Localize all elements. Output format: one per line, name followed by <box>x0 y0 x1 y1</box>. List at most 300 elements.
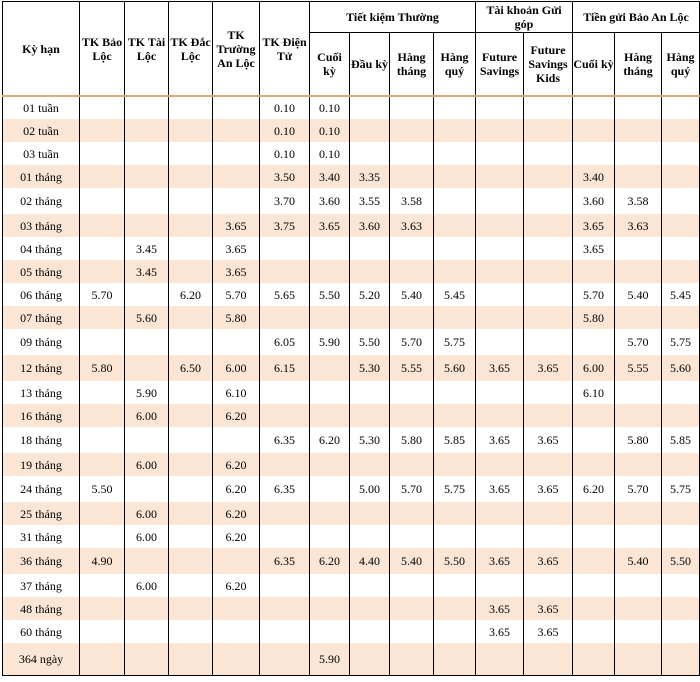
rate-table-container <box>0 1 700 682</box>
rate-cell <box>310 404 350 427</box>
table-row <box>3 142 700 165</box>
rate-cell <box>662 165 700 188</box>
rate-cell <box>434 237 476 260</box>
rate-cell <box>390 165 434 188</box>
rate-cell <box>573 96 615 119</box>
rate-cell <box>350 574 390 597</box>
rate-cell <box>662 597 700 620</box>
rate-cell <box>434 597 476 620</box>
rate-cell: 3.65 <box>476 355 524 381</box>
rate-cell <box>125 355 169 381</box>
rate-cell: 5.60 <box>434 355 476 381</box>
rate-cell <box>662 381 700 404</box>
rate-cell <box>125 643 169 675</box>
rate-cell <box>434 260 476 283</box>
header-term: Kỳ hạn <box>3 2 80 97</box>
rate-cell <box>260 502 310 525</box>
rate-cell <box>615 119 662 142</box>
rate-cell <box>125 476 169 502</box>
rate-cell: 4.40 <box>350 548 390 574</box>
rate-cell: 5.75 <box>434 476 476 502</box>
rate-cell <box>524 453 573 476</box>
rate-cell: 3.65 <box>476 548 524 574</box>
rate-cell: 5.70 <box>390 476 434 502</box>
rate-cell <box>662 237 700 260</box>
rate-cell <box>260 260 310 283</box>
rate-cell <box>350 119 390 142</box>
rate-cell <box>169 260 213 283</box>
rate-cell: 3.65 <box>213 214 260 237</box>
term-cell: 24 tháng <box>3 476 80 502</box>
header-tk-dien-tu: TK Điện Tử <box>260 2 310 97</box>
rate-cell <box>573 329 615 355</box>
rate-cell <box>213 597 260 620</box>
rate-cell <box>476 643 524 675</box>
rate-cell: 6.35 <box>260 427 310 453</box>
rate-cell: 6.10 <box>213 381 260 404</box>
rate-cell: 6.20 <box>213 574 260 597</box>
rate-cell: 5.40 <box>615 548 662 574</box>
table-row <box>3 427 700 453</box>
rate-cell: 3.65 <box>524 355 573 381</box>
rate-cell <box>662 188 700 214</box>
rate-cell <box>524 165 573 188</box>
rate-cell: 5.80 <box>390 427 434 453</box>
rate-cell <box>615 597 662 620</box>
rate-cell: 5.85 <box>434 427 476 453</box>
rate-cell: 5.50 <box>350 329 390 355</box>
rate-cell: 3.63 <box>390 214 434 237</box>
rate-cell <box>169 381 213 404</box>
rate-cell: 3.58 <box>390 188 434 214</box>
rate-cell <box>434 381 476 404</box>
rate-cell: 6.00 <box>125 574 169 597</box>
rate-cell <box>80 453 125 476</box>
rate-cell: 3.65 <box>476 597 524 620</box>
rate-cell <box>350 620 390 643</box>
term-cell: 18 tháng <box>3 427 80 453</box>
rate-cell: 6.00 <box>573 355 615 381</box>
rate-cell <box>662 142 700 165</box>
rate-cell <box>615 525 662 548</box>
rate-cell: 6.00 <box>125 453 169 476</box>
header-group-tien-gui: Tiền gửi Bảo An Lộc <box>573 2 700 33</box>
rate-cell <box>662 574 700 597</box>
rate-cell <box>390 525 434 548</box>
rate-cell: 3.60 <box>350 214 390 237</box>
rate-cell <box>80 188 125 214</box>
rate-cell <box>524 329 573 355</box>
rate-cell <box>390 574 434 597</box>
rate-cell <box>80 643 125 675</box>
rate-cell <box>80 597 125 620</box>
rate-cell <box>310 620 350 643</box>
rate-cell <box>310 476 350 502</box>
header-tk-dac-loc: TK Đắc Lộc <box>169 2 213 97</box>
header-tkt-hang-quy: Hàng quý <box>434 33 476 97</box>
rate-cell <box>615 620 662 643</box>
rate-cell <box>390 597 434 620</box>
term-cell: 12 tháng <box>3 355 80 381</box>
rate-cell <box>169 165 213 188</box>
rate-cell: 3.65 <box>524 476 573 502</box>
term-cell: 364 ngày <box>3 643 80 675</box>
table-row <box>3 355 700 381</box>
rate-cell <box>80 165 125 188</box>
rate-cell: 5.80 <box>80 355 125 381</box>
rate-cell <box>434 525 476 548</box>
rate-cell <box>80 119 125 142</box>
rate-cell: 5.50 <box>662 548 700 574</box>
rate-cell <box>573 525 615 548</box>
rate-cell: 3.58 <box>615 188 662 214</box>
table-row <box>3 381 700 404</box>
rate-cell <box>350 404 390 427</box>
rate-cell: 6.00 <box>125 502 169 525</box>
rate-cell <box>125 329 169 355</box>
rate-cell: 5.70 <box>615 329 662 355</box>
rate-cell <box>169 620 213 643</box>
rate-cell: 5.90 <box>310 329 350 355</box>
term-cell: 02 tuần <box>3 119 80 142</box>
rate-cell: 3.65 <box>213 260 260 283</box>
rate-cell <box>476 574 524 597</box>
rate-cell <box>80 260 125 283</box>
rate-cell: 3.65 <box>573 237 615 260</box>
term-cell: 07 tháng <box>3 306 80 329</box>
rate-cell <box>476 381 524 404</box>
rate-cell: 3.65 <box>524 548 573 574</box>
rate-cell <box>310 260 350 283</box>
rate-cell: 3.35 <box>350 165 390 188</box>
header-tkt-hang-thang: Hàng tháng <box>390 33 434 97</box>
rate-cell: 5.80 <box>573 306 615 329</box>
rate-cell: 0.10 <box>260 142 310 165</box>
rate-cell <box>125 620 169 643</box>
rate-cell <box>310 502 350 525</box>
term-cell: 01 tháng <box>3 165 80 188</box>
rate-cell <box>476 283 524 306</box>
rate-cell: 5.75 <box>662 329 700 355</box>
rate-cell: 4.90 <box>80 548 125 574</box>
rate-cell: 5.80 <box>615 427 662 453</box>
rate-cell <box>260 237 310 260</box>
rate-cell: 3.65 <box>524 427 573 453</box>
rate-cell: 3.65 <box>524 597 573 620</box>
rate-cell <box>434 574 476 597</box>
rate-cell <box>310 574 350 597</box>
rate-cell <box>390 142 434 165</box>
rate-cell <box>310 355 350 381</box>
rate-cell <box>260 306 310 329</box>
rate-cell: 6.50 <box>169 355 213 381</box>
rate-cell: 5.50 <box>434 548 476 574</box>
rate-cell <box>260 404 310 427</box>
rate-cell <box>310 381 350 404</box>
rate-cell <box>310 306 350 329</box>
rate-cell: 5.60 <box>662 355 700 381</box>
rate-cell: 3.75 <box>260 214 310 237</box>
rate-cell <box>169 214 213 237</box>
rate-cell: 5.50 <box>80 476 125 502</box>
rate-cell <box>573 404 615 427</box>
rate-cell <box>524 643 573 675</box>
rate-cell <box>573 502 615 525</box>
rate-cell <box>434 96 476 119</box>
rate-cell: 3.65 <box>524 620 573 643</box>
rate-cell <box>662 119 700 142</box>
rate-cell <box>434 502 476 525</box>
rate-cell: 5.85 <box>662 427 700 453</box>
rate-cell <box>390 620 434 643</box>
table-row <box>3 283 700 306</box>
rate-cell: 0.10 <box>310 96 350 119</box>
rate-cell <box>125 96 169 119</box>
rate-cell <box>476 119 524 142</box>
rate-cell: 6.20 <box>213 502 260 525</box>
rate-cell: 6.05 <box>260 329 310 355</box>
term-cell: 13 tháng <box>3 381 80 404</box>
rate-cell <box>310 525 350 548</box>
rate-cell <box>573 119 615 142</box>
rate-cell <box>573 574 615 597</box>
rate-cell: 5.65 <box>260 283 310 306</box>
rate-cell <box>125 188 169 214</box>
rate-cell <box>476 404 524 427</box>
rate-cell: 6.00 <box>125 404 169 427</box>
rate-cell: 5.40 <box>615 283 662 306</box>
rate-cell: 6.35 <box>260 476 310 502</box>
rate-cell <box>80 574 125 597</box>
rate-cell <box>573 643 615 675</box>
rate-cell <box>213 643 260 675</box>
rate-cell: 3.60 <box>310 188 350 214</box>
rate-cell <box>434 404 476 427</box>
rate-cell: 5.60 <box>125 306 169 329</box>
rate-cell <box>524 260 573 283</box>
term-cell: 31 tháng <box>3 525 80 548</box>
table-row <box>3 96 700 119</box>
term-cell: 36 tháng <box>3 548 80 574</box>
term-cell: 02 tháng <box>3 188 80 214</box>
rate-cell: 6.20 <box>213 453 260 476</box>
rate-cell: 3.65 <box>310 214 350 237</box>
rate-cell <box>573 427 615 453</box>
rate-cell <box>213 548 260 574</box>
rate-cell <box>213 188 260 214</box>
rate-cell <box>662 502 700 525</box>
rate-cell <box>350 502 390 525</box>
rate-cell <box>169 142 213 165</box>
rate-cell: 0.10 <box>310 119 350 142</box>
rate-cell <box>524 214 573 237</box>
table-row <box>3 453 700 476</box>
rate-cell <box>662 620 700 643</box>
rate-cell <box>80 96 125 119</box>
rate-cell <box>80 427 125 453</box>
rate-cell <box>524 525 573 548</box>
rate-cell <box>434 142 476 165</box>
rate-cell <box>169 404 213 427</box>
rate-cell: 6.20 <box>573 476 615 502</box>
rate-cell <box>390 237 434 260</box>
rate-cell <box>260 525 310 548</box>
rate-cell <box>213 165 260 188</box>
rate-cell: 5.90 <box>310 643 350 675</box>
rate-cell: 5.70 <box>573 283 615 306</box>
rate-cell: 5.70 <box>615 476 662 502</box>
rate-cell <box>476 237 524 260</box>
rate-cell <box>615 306 662 329</box>
term-cell: 48 tháng <box>3 597 80 620</box>
table-row <box>3 476 700 502</box>
rate-cell: 3.45 <box>125 260 169 283</box>
table-row <box>3 548 700 574</box>
rate-cell <box>169 525 213 548</box>
rate-cell: 5.75 <box>434 329 476 355</box>
rate-cell <box>662 643 700 675</box>
rate-cell <box>476 214 524 237</box>
rate-cell <box>476 502 524 525</box>
rate-cell <box>169 574 213 597</box>
rate-cell <box>390 404 434 427</box>
rate-cell <box>573 453 615 476</box>
table-row <box>3 574 700 597</box>
rate-cell <box>260 620 310 643</box>
term-cell: 04 tháng <box>3 237 80 260</box>
rate-cell <box>662 404 700 427</box>
term-cell: 03 tuần <box>3 142 80 165</box>
rate-cell <box>615 404 662 427</box>
rate-cell: 3.65 <box>476 427 524 453</box>
table-row <box>3 165 700 188</box>
rate-cell <box>169 476 213 502</box>
rate-cell <box>350 525 390 548</box>
rate-cell <box>169 453 213 476</box>
rate-cell <box>662 306 700 329</box>
rate-cell: 3.50 <box>260 165 310 188</box>
rate-cell <box>434 453 476 476</box>
rate-cell <box>213 119 260 142</box>
rate-cell <box>169 427 213 453</box>
rate-cell: 5.50 <box>310 283 350 306</box>
rate-cell: 5.00 <box>350 476 390 502</box>
header-tkt-cuoi-ky: Cuối kỳ <box>310 33 350 97</box>
rate-cell: 3.45 <box>125 237 169 260</box>
rate-cell <box>390 96 434 119</box>
rate-cell <box>350 237 390 260</box>
rate-cell <box>310 453 350 476</box>
table-row <box>3 188 700 214</box>
rate-cell <box>615 453 662 476</box>
rate-cell <box>80 306 125 329</box>
rate-cell <box>476 306 524 329</box>
rate-cell: 3.60 <box>573 188 615 214</box>
header-future-savings: Future Savings <box>476 33 524 97</box>
table-row <box>3 119 700 142</box>
rate-cell: 5.70 <box>80 283 125 306</box>
rate-cell <box>169 597 213 620</box>
rate-cell <box>390 119 434 142</box>
rate-cell: 5.55 <box>615 355 662 381</box>
term-cell: 06 tháng <box>3 283 80 306</box>
rate-cell: 3.65 <box>213 237 260 260</box>
rate-cell <box>310 237 350 260</box>
rate-cell <box>169 119 213 142</box>
rate-cell: 3.65 <box>573 214 615 237</box>
rate-cell <box>434 188 476 214</box>
term-cell: 19 tháng <box>3 453 80 476</box>
rate-cell <box>80 620 125 643</box>
header-bal-cuoi-ky: Cuối kỳ <box>573 33 615 97</box>
rate-cell: 3.70 <box>260 188 310 214</box>
rate-cell: 5.45 <box>662 283 700 306</box>
rate-cell <box>615 643 662 675</box>
rate-cell: 5.70 <box>390 329 434 355</box>
rate-cell <box>169 96 213 119</box>
rate-cell <box>524 306 573 329</box>
rate-cell: 0.10 <box>260 119 310 142</box>
header-tk-truong-an-loc: TK Trường An Lộc <box>213 2 260 97</box>
rate-cell: 5.20 <box>350 283 390 306</box>
rate-cell: 5.90 <box>125 381 169 404</box>
rate-cell <box>476 188 524 214</box>
rate-cell <box>434 119 476 142</box>
rate-cell <box>390 260 434 283</box>
rate-cell <box>573 620 615 643</box>
table-row <box>3 620 700 643</box>
table-row <box>3 260 700 283</box>
rate-cell <box>573 142 615 165</box>
rate-cell <box>524 96 573 119</box>
rate-cell: 5.45 <box>434 283 476 306</box>
rate-cell <box>573 260 615 283</box>
rate-cell <box>390 306 434 329</box>
term-cell: 01 tuần <box>3 96 80 119</box>
rate-cell <box>125 548 169 574</box>
rate-cell <box>125 214 169 237</box>
rate-cell: 0.10 <box>260 96 310 119</box>
rate-cell: 6.35 <box>260 548 310 574</box>
rate-cell <box>662 260 700 283</box>
rate-cell <box>476 96 524 119</box>
rate-cell: 6.20 <box>310 548 350 574</box>
table-row <box>3 502 700 525</box>
rate-cell <box>80 404 125 427</box>
rate-cell <box>390 643 434 675</box>
rate-cell <box>80 525 125 548</box>
rate-cell <box>390 502 434 525</box>
rate-cell <box>390 381 434 404</box>
term-cell: 37 tháng <box>3 574 80 597</box>
rate-cell: 6.10 <box>573 381 615 404</box>
rate-cell <box>524 502 573 525</box>
rate-cell <box>476 260 524 283</box>
table-row <box>3 643 700 675</box>
rate-cell <box>524 404 573 427</box>
term-cell: 60 tháng <box>3 620 80 643</box>
rate-cell <box>662 214 700 237</box>
rate-cell <box>615 260 662 283</box>
rate-cell <box>476 329 524 355</box>
rate-cell: 6.20 <box>213 404 260 427</box>
rate-cell <box>260 643 310 675</box>
rate-cell <box>476 142 524 165</box>
header-tkt-dau-ky: Đầu kỳ <box>350 33 390 97</box>
rate-cell <box>169 188 213 214</box>
rate-cell: 5.30 <box>350 355 390 381</box>
rate-table-body <box>3 96 700 675</box>
